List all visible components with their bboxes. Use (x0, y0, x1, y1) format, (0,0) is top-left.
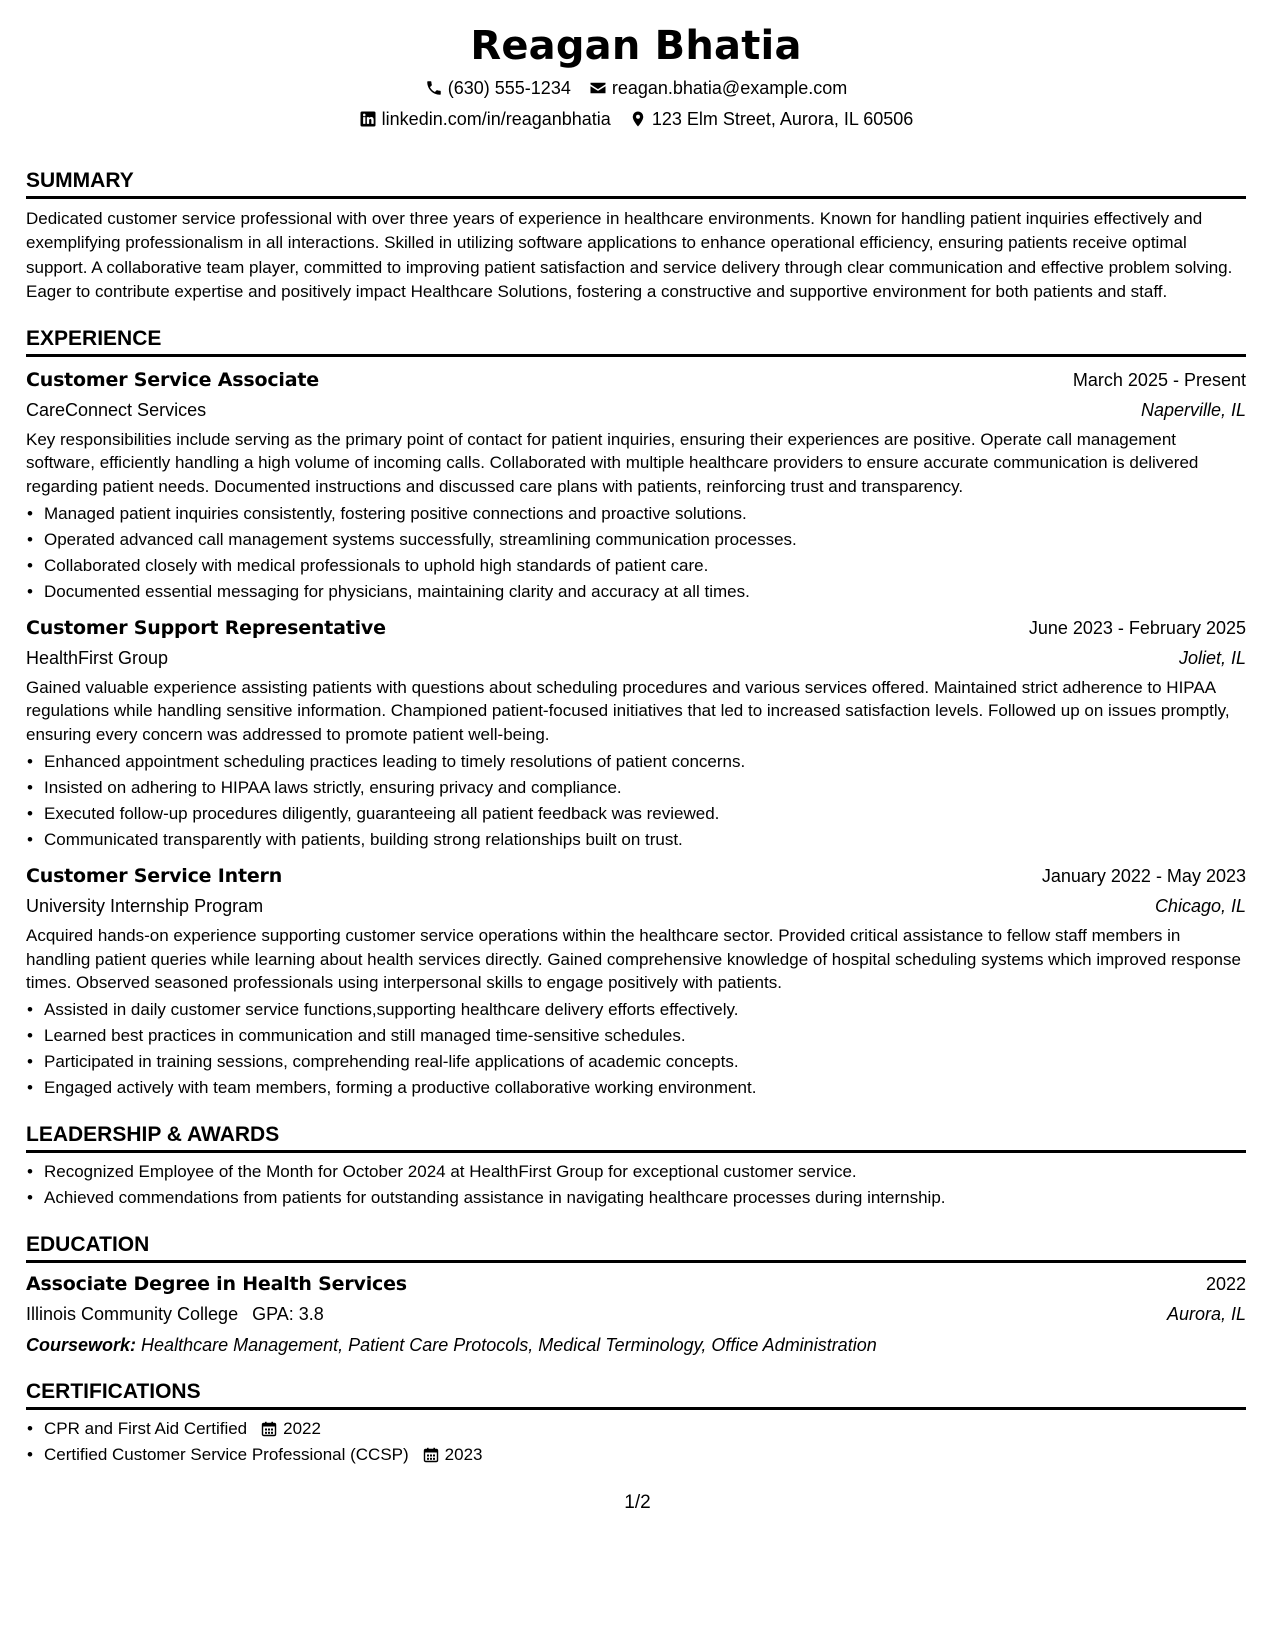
job-title: Customer Service Intern (26, 864, 283, 887)
coursework-list: Healthcare Management, Patient Care Protocols, Medical Terminology, Office Administration (141, 1334, 877, 1355)
linkedin-contact[interactable] (359, 107, 611, 131)
certification-year: 2022 (283, 1418, 321, 1438)
calendar-icon (423, 1447, 439, 1463)
list-item: • Assisted in daily customer service functions,supporting healthcare delivery efforts effectively. (44, 997, 1246, 1023)
list-item: • Learned best practices in communication and still managed time-sensitive schedules. (44, 1023, 1246, 1049)
job-title: Customer Support Representative (26, 616, 386, 639)
list-item: • Recognized Employee of the Month for October 2024 at HealthFirst Group for exceptional customer service. (44, 1159, 1246, 1185)
list-item: • Insisted on adhering to HIPAA laws strictly, ensuring privacy and compliance. (44, 775, 1246, 801)
school-name: Illinois Community College (26, 1303, 239, 1324)
experience-heading: EXPERIENCE (26, 325, 1246, 357)
email-contact[interactable] (589, 76, 847, 100)
phone-contact (425, 76, 571, 100)
resume-header (26, 20, 1246, 131)
coursework-line (26, 1330, 1246, 1360)
certification-year: 2023 (444, 1444, 483, 1464)
address-text: 123 Elm Street, Aurora, IL 60506 (651, 109, 914, 129)
certifications-list (26, 1416, 1246, 1468)
experience-section (26, 325, 1246, 1101)
page-number: 1/2 (624, 1492, 651, 1513)
email-text[interactable]: reagan.bhatia@example.com (611, 78, 848, 98)
education-section (26, 1231, 1246, 1360)
education-entry (26, 1269, 1246, 1360)
certifications-section (26, 1378, 1246, 1468)
job-dates: January 2022 - May 2023 (1041, 865, 1246, 886)
gpa: GPA: 3.8 (252, 1303, 324, 1324)
contact-line-2 (26, 107, 1246, 131)
graduation-year: 2022 (1205, 1273, 1246, 1294)
job-dates: June 2023 - February 2025 (1028, 617, 1246, 638)
leadership-heading: LEADERSHIP & AWARDS (26, 1121, 1246, 1153)
phone-icon (425, 79, 443, 97)
list-item: • Achieved commendations from patients for outstanding assistance in navigating healthcare processes during internship. (44, 1185, 1246, 1211)
job-organization: University Internship Program (26, 895, 264, 916)
linkedin-icon (359, 110, 377, 128)
degree-title: Associate Degree in Health Services (26, 1272, 407, 1295)
job-entry (26, 861, 1246, 1101)
map-pin-icon (629, 110, 647, 128)
list-item: • Enhanced appointment scheduling practices leading to timely resolutions of patient concerns. (44, 749, 1246, 775)
job-title: Customer Service Associate (26, 368, 319, 391)
job-bullets (26, 997, 1246, 1101)
job-entry (26, 365, 1246, 605)
leadership-section (26, 1121, 1246, 1211)
job-location: Joliet, IL (1178, 647, 1246, 668)
address-contact (629, 107, 914, 131)
job-description: Gained valuable experience assisting patients with questions about scheduling procedures and various services offered. Maintained strict adherence to HIPAA regulations while handling sensitive information. Championed patient-focused initiatives that led to increased satisfaction levels. Followed up on issues promptly, ensuring every concern was addressed to promote patient well-being. (26, 677, 1230, 745)
job-dates: March 2025 - Present (1072, 369, 1246, 390)
envelope-icon (589, 79, 607, 97)
list-item: • Executed follow-up procedures diligently, guaranteeing all patient feedback was reviewed. (44, 801, 1246, 827)
certification-name: • CPR and First Aid Certified (44, 1418, 248, 1438)
job-organization: CareConnect Services (26, 399, 207, 420)
job-organization: HealthFirst Group (26, 647, 169, 668)
school-location: Aurora, IL (1166, 1303, 1246, 1324)
list-item (44, 1416, 1246, 1442)
job-location: Chicago, IL (1154, 895, 1246, 916)
leadership-bullets (26, 1159, 1246, 1211)
summary-section (26, 167, 1246, 305)
list-item: • Managed patient inquiries consistently, fostering positive connections and proactive solutions. (44, 501, 1246, 527)
certifications-heading: CERTIFICATIONS (26, 1378, 1246, 1410)
list-item: • Documented essential messaging for physicians, maintaining clarity and accuracy at all times. (44, 579, 1246, 605)
list-item: • Operated advanced call management systems successfully, streamlining communication processes. (44, 527, 1246, 553)
linkedin-text[interactable]: linkedin.com/in/reaganbhatia (381, 109, 611, 129)
contact-line-1 (26, 76, 1246, 100)
job-description: Acquired hands-on experience supporting customer service operations within the healthcare sector. Provided critical assistance to fellow staff members in handling patient queries while learning about health services directly. Gained comprehensive knowledge of hospital scheduling systems which improved response times. Observed seasoned professionals using interpersonal skills to engage positively with patients. (26, 925, 1241, 993)
list-item: • Collaborated closely with medical professionals to uphold high standards of patient care. (44, 553, 1246, 579)
list-item: • Engaged actively with team members, forming a productive collaborative working environment. (44, 1075, 1246, 1101)
certification-name: • Certified Customer Service Professional (CCSP) (44, 1444, 409, 1464)
coursework-label: Coursework: (26, 1334, 137, 1355)
list-item: • Participated in training sessions, comprehending real-life applications of academic concepts. (44, 1049, 1246, 1075)
education-heading: EDUCATION (26, 1231, 1246, 1263)
list-item: • Communicated transparently with patients, building strong relationships built on trust. (44, 827, 1246, 853)
phone-text: (630) 555-1234 (447, 78, 571, 98)
job-bullets (26, 501, 1246, 605)
job-bullets (26, 749, 1246, 853)
job-description: Key responsibilities include serving as the primary point of contact for patient inquiries, ensuring their experiences are positive. Operate call management software, efficiently handling a high volume of incoming calls. Collaborated with multiple healthcare providers to ensure accurate communication is delivered regarding patient needs. Documented instructions and discussed care plans with patients, reinforcing trust and transparency. (26, 429, 1199, 497)
summary-heading: SUMMARY (26, 167, 1246, 199)
school-line (26, 1299, 324, 1329)
list-item (44, 1442, 1246, 1468)
job-location: Naperville, IL (1140, 399, 1246, 420)
candidate-name: Reagan Bhatia (470, 23, 802, 69)
summary-text: Dedicated customer service professional with over three years of experience in healthcare environments. Known for handling patient inquiries effectively and exemplifying professionalism in all interactions. Skilled in utilizing software applications to enhance operational efficiency, ensuring patients receive optimal support. A collaborative team player, committed to improving patient satisfaction and service delivery through clear communication and effective problem solving. Eager to contribute expertise and positively impact Healthcare Solutions, fostering a constructive and supportive environment for both patients and staff. (26, 209, 1233, 302)
calendar-icon (261, 1421, 277, 1437)
job-entry (26, 613, 1246, 853)
